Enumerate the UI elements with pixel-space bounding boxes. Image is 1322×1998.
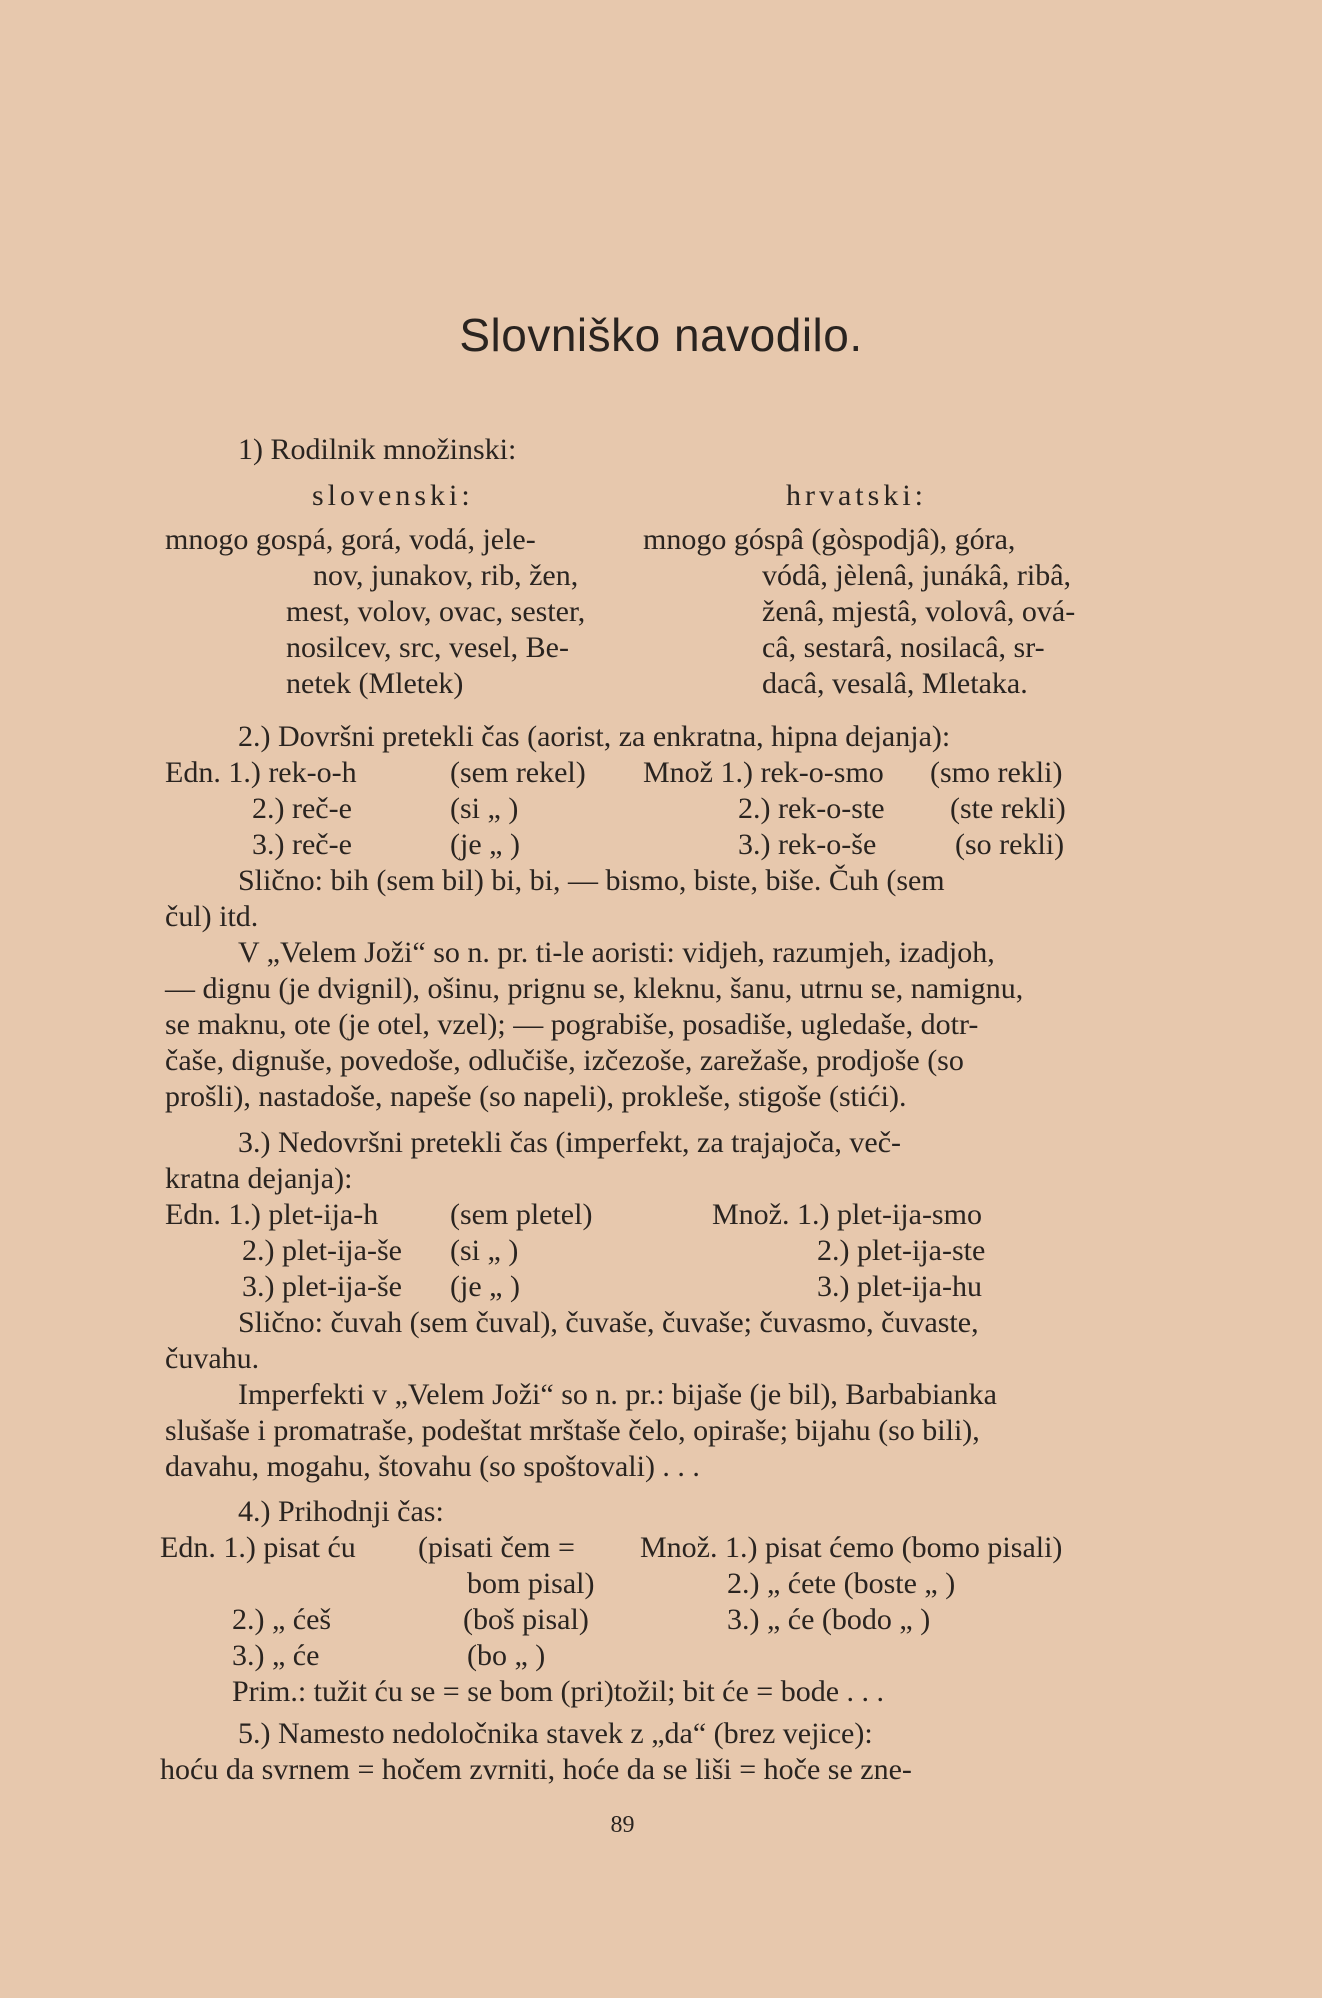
section-heading: 5.) Namesto nedoločnika stavek z „da“ (brez vejice): (238, 1717, 873, 1750)
paragraph-line: čuvahu. (165, 1342, 260, 1375)
section-heading: 1) Rodilnik množinski: (238, 433, 517, 466)
conjugation-cell: 2.) rek-o-ste (738, 792, 885, 825)
paragraph-line: čaše, dignuše, povedoše, odlučiše, izčezoše, zarežaše, prodjoše (so (165, 1044, 964, 1077)
paragraph-line: davahu, mogahu, štovahu (so spoštovali) . . . (165, 1450, 700, 1483)
paragraph-line: Prim.: tužit ću se = se bom (pri)tožil; bit će = bode . . . (232, 1675, 885, 1708)
conjugation-cell: 3.) rek-o-še (738, 828, 877, 861)
slovenian-line: mest, volov, ovac, sester, (286, 595, 586, 628)
slovenian-line: mnogo gospá, gorá, vodá, jele- (165, 523, 536, 556)
conjugation-cell: 3.) „ će (bodo „ ) (727, 1603, 931, 1636)
conjugation-cell: Množ 1.) rek-o-smo (643, 756, 884, 789)
conjugation-cell: (smo rekli) (930, 756, 1063, 789)
conjugation-cell: Množ. 1.) plet-ija-smo (712, 1198, 982, 1231)
conjugation-cell: Edn. 1.) plet-ija-h (165, 1198, 379, 1231)
conjugation-cell: Edn. 1.) rek-o-h (165, 756, 357, 789)
paragraph-line: čul) itd. (165, 900, 259, 933)
conjugation-cell: (si „ ) (450, 1234, 519, 1267)
column-head-croatian: hrvatski: (786, 479, 927, 512)
paragraph-line: slušaše i promatraše, podeštat mrštaše čelo, opiraše; bijahu (so bili), (165, 1414, 980, 1447)
page-number: 89 (610, 1812, 635, 1838)
conjugation-cell: (sem pletel) (450, 1198, 593, 1231)
paragraph-line: hoću da svrnem = hočem zvrniti, hoće da se liši = hoče se zne- (160, 1753, 912, 1786)
conjugation-cell: (bo „ ) (467, 1639, 546, 1672)
paragraph-line: Imperfekti v „Velem Joži“ so n. pr.: bijaše (je bil), Barbabianka (238, 1378, 997, 1411)
page-title: Slovniško navodilo. (459, 309, 863, 361)
conjugation-cell: (so rekli) (955, 828, 1065, 861)
conjugation-cell: 3.) „ će (232, 1639, 320, 1672)
croatian-line: ženâ, mjestâ, volovâ, ová- (762, 595, 1076, 628)
paragraph-line: prošli), nastadoše, napeše (so napeli), prokleše, stigoše (stići). (165, 1080, 907, 1113)
section-heading: 4.) Prihodnji čas: (238, 1495, 444, 1528)
conjugation-cell: (si „ ) (450, 792, 519, 825)
slovenian-line: nov, junakov, rib, žen, (313, 559, 579, 592)
paragraph-line: V „Velem Joži“ so n. pr. ti-le aoristi: vidjeh, razumjeh, izadjoh, (238, 936, 995, 969)
conjugation-cell: (je „ ) (450, 828, 520, 861)
croatian-line: vódâ, jèlenâ, junákâ, ribâ, (762, 559, 1072, 592)
conjugation-cell: 2.) reč-e (252, 792, 352, 825)
column-head-slovenian: slovenski: (312, 479, 474, 512)
conjugation-cell: (pisati čem = (418, 1531, 575, 1564)
conjugation-cell: Edn. 1.) pisat ću (160, 1531, 356, 1564)
conjugation-cell: 2.) „ ćeš (232, 1603, 332, 1636)
section-heading: 3.) Nedovršni pretekli čas (imperfekt, za trajajoča, več- (238, 1126, 902, 1159)
croatian-line: mnogo góspâ (gòspodjâ), góra, (643, 523, 1016, 556)
slovenian-line: netek (Mletek) (286, 667, 464, 700)
conjugation-cell: 3.) plet-ija-še (242, 1270, 402, 1303)
croatian-line: dacâ, vesalâ, Mletaka. (762, 667, 1028, 700)
conjugation-cell: 3.) reč-e (252, 828, 352, 861)
conjugation-cell: Množ. 1.) pisat ćemo (bomo pisali) (640, 1531, 1063, 1564)
conjugation-cell: 3.) plet-ija-hu (817, 1270, 982, 1303)
paragraph-line: — dignu (je dvignil), ošinu, prignu se, kleknu, šanu, utrnu se, namignu, (165, 972, 1024, 1005)
section-heading: kratna dejanja): (165, 1162, 353, 1195)
conjugation-cell: (je „ ) (450, 1270, 520, 1303)
paragraph-line: se maknu, ote (je otel, vzel); — pograbiše, posadiše, ugledaše, dotr- (165, 1008, 979, 1041)
section-heading: 2.) Dovršni pretekli čas (aorist, za enkratna, hipna dejanja): (238, 720, 951, 753)
paragraph-line: Slično: bih (sem bil) bi, bi, — bismo, biste, biše. Čuh (sem (238, 864, 945, 897)
conjugation-cell: bom pisal) (467, 1567, 595, 1600)
conjugation-cell: 2.) plet-ija-še (242, 1234, 402, 1267)
conjugation-cell: (ste rekli) (950, 792, 1066, 825)
conjugation-cell: (boš pisal) (463, 1603, 589, 1636)
slovenian-line: nosilcev, src, vesel, Be- (286, 631, 569, 664)
croatian-line: câ, sestarâ, nosilacâ, sr- (762, 631, 1045, 664)
conjugation-cell: (sem rekel) (450, 756, 586, 789)
paragraph-line: Slično: čuvah (sem čuval), čuvaše, čuvaše; čuvasmo, čuvaste, (238, 1306, 979, 1339)
conjugation-cell: 2.) plet-ija-ste (817, 1234, 986, 1267)
conjugation-cell: 2.) „ ćete (boste „ ) (727, 1567, 956, 1600)
